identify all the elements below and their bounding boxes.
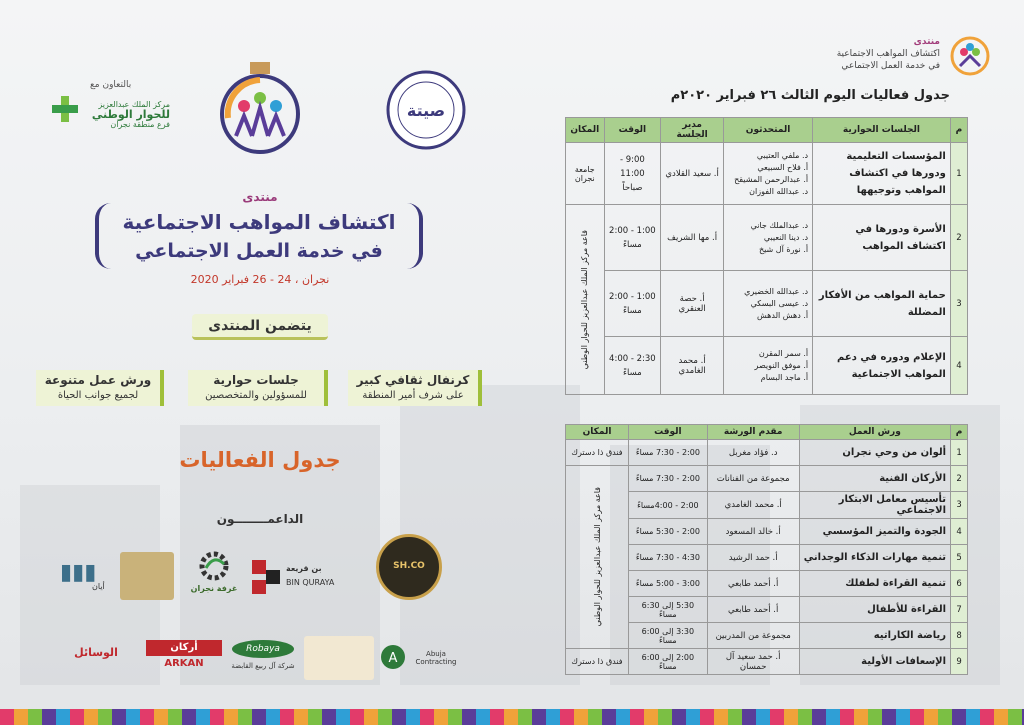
workshop-presenter: أ. أحمد طابعي bbox=[707, 597, 799, 623]
events-title: جدول الفعاليات bbox=[179, 448, 341, 472]
session-time bbox=[604, 205, 661, 271]
session-topic: الأسرة ودورها في اكتشاف المواهب bbox=[813, 205, 951, 271]
row-num: 1 bbox=[951, 440, 968, 466]
session-time bbox=[604, 143, 661, 205]
session-place-merged bbox=[566, 205, 605, 395]
workshop-name: رياضة الكاراتيه bbox=[799, 623, 950, 649]
sessions-title: جدول فعاليات اليوم الثالث ٢٦ فبراير ٢٠٢٠م bbox=[670, 88, 950, 103]
session-speakers bbox=[724, 205, 813, 271]
abuja-text: Abuja Contracting bbox=[415, 650, 457, 666]
workshop-presenter: أ. حمد سعيد آل حمسان bbox=[707, 649, 799, 675]
session-place: جامعة نجران bbox=[566, 143, 605, 205]
workshops-table bbox=[565, 424, 968, 675]
workshop-presenter: د. فؤاد مغربل bbox=[707, 440, 799, 466]
row-num: 2 bbox=[951, 466, 968, 492]
table-row bbox=[566, 466, 968, 492]
workshops-header-row bbox=[566, 425, 968, 440]
workshop-time: 2:00 - 5:30 مساءً bbox=[629, 519, 708, 545]
header-sessions: الجلسات الحوارية bbox=[813, 118, 951, 143]
workshop-time: 2:00 - 7:30 مساءً bbox=[629, 440, 708, 466]
session-moderator: أ. مها الشريف bbox=[661, 205, 724, 271]
row-num: 4 bbox=[951, 519, 968, 545]
small-logo-line3: في خدمة العمل الاجتماعي bbox=[841, 61, 940, 71]
workshop-presenter: مجموعة من الفنانات bbox=[707, 466, 799, 492]
workshop-name: تأسيس معامل الابتكار الاجتماعي bbox=[799, 492, 950, 519]
coop-name-line1: مركز الملك عبدالعزيز bbox=[98, 100, 170, 109]
gear-icon bbox=[196, 550, 232, 582]
feature-title: ورش عمل متنوعة bbox=[44, 373, 152, 387]
workshop-name: الجودة والتميز المؤسسي bbox=[799, 519, 950, 545]
row-num: 9 bbox=[951, 649, 968, 675]
dialogue-center-name bbox=[80, 100, 170, 130]
forum-title-box bbox=[95, 203, 423, 269]
forum-main-logo bbox=[214, 58, 306, 158]
row-num: 5 bbox=[951, 545, 968, 571]
time-text: 1:00 - 2:00 مساءً bbox=[609, 291, 656, 316]
workshop-name: تنمية القراءة لطفلك bbox=[799, 571, 950, 597]
table-row bbox=[566, 440, 968, 466]
robaya-ar: شركة آل ربيع القابضة bbox=[231, 662, 295, 670]
robaya-logo bbox=[228, 640, 298, 680]
row-num: 8 bbox=[951, 623, 968, 649]
session-topic: حماية المواهب من الأفكار المضللة bbox=[813, 271, 951, 337]
header-workshops: ورش العمل bbox=[799, 425, 950, 440]
header-num: م bbox=[950, 118, 967, 143]
najran-chamber-text: غرفة نجران bbox=[190, 584, 238, 593]
forum-title-line1: اكتشاف المواهب الاجتماعية bbox=[122, 210, 396, 234]
time-text: 9:00 - 11:00 صباحاً bbox=[619, 154, 645, 193]
workshop-time: 3:00 - 5:00 مساءً bbox=[629, 571, 708, 597]
workshop-presenter: مجموعة من المدربين bbox=[707, 623, 799, 649]
workshop-time: 2:00 - 7:30 مساءً bbox=[629, 466, 708, 492]
speakers-text: د. ملفي العتيبي أ. فلاح السبيعي أ. عبدالرحمن المشيقح د. عبدالله الفوزان bbox=[734, 150, 809, 196]
workshop-place: فندق ذا دسترك bbox=[566, 649, 629, 675]
ayan-mark: ▮▮▮ bbox=[60, 560, 97, 585]
ayan-text: أيان bbox=[92, 582, 105, 591]
coop-name-line2: للحوار الوطني bbox=[91, 108, 170, 121]
workshop-place: فندق ذا دسترك bbox=[566, 440, 629, 466]
row-num: 3 bbox=[951, 492, 968, 519]
small-logo-line1: منتدى bbox=[913, 37, 940, 47]
time-text: 2:30 - 4:00 مساءً bbox=[609, 353, 656, 378]
sessions-header-row bbox=[566, 118, 968, 143]
shco-text: SH.CO bbox=[393, 561, 425, 571]
workshop-name: ألوان من وحي نجران bbox=[799, 440, 950, 466]
session-time bbox=[604, 337, 661, 395]
seita-seal-logo bbox=[386, 70, 466, 150]
cooperation-label: بالتعاون مع bbox=[90, 80, 132, 90]
coop-name-line3: فرع منطقة نجران bbox=[110, 120, 170, 129]
session-moderator: أ. حصة العنقري bbox=[661, 271, 724, 337]
abuja-icon bbox=[380, 644, 406, 670]
bin-quraya-logo bbox=[252, 556, 342, 602]
includes-label: يتضمن المنتدى bbox=[192, 314, 328, 340]
workshop-presenter: أ. خالد المسعود bbox=[707, 519, 799, 545]
workshop-presenter: أ. محمد الغامدي bbox=[707, 492, 799, 519]
small-logo-line2: اكتشاف المواهب الاجتماعية bbox=[836, 49, 940, 59]
arkan-en: ARKAN bbox=[164, 658, 204, 669]
row-num: 3 bbox=[950, 271, 967, 337]
time-text: 1:00 - 2:00 مساءً bbox=[609, 225, 656, 250]
workshop-time: 3:30 إلى 6:00 مساءً bbox=[629, 623, 708, 649]
table-row bbox=[566, 337, 968, 395]
workshop-place-merged bbox=[566, 466, 629, 649]
header-place: المكان bbox=[566, 118, 605, 143]
speakers-text: أ. سمر المقرن أ. موفق النويصر أ. ماجد البسام bbox=[754, 348, 809, 382]
alwasail-logo bbox=[54, 640, 138, 676]
session-speakers bbox=[724, 271, 813, 337]
forum-title-line2: في خدمة العمل الاجتماعي bbox=[135, 240, 383, 262]
bin-quraya-icon bbox=[252, 560, 282, 594]
table-row bbox=[566, 143, 968, 205]
forum-logo-small bbox=[948, 32, 992, 76]
dialogue-center-plus-icon bbox=[52, 96, 78, 122]
session-moderator: أ. سعيد القلادي bbox=[661, 143, 724, 205]
forum-dates: نجران ، 24 - 26 فبراير 2020 bbox=[190, 273, 330, 286]
feature-workshops bbox=[36, 370, 164, 406]
row-num: 4 bbox=[950, 337, 967, 395]
session-moderator: أ. محمد الغامدي bbox=[661, 337, 724, 395]
al-hamoud-logo bbox=[120, 552, 174, 600]
robaya-en: Robaya bbox=[232, 640, 294, 658]
merged-place-text: قاعة مركز الملك عبدالعزيز للحوار الوطني bbox=[580, 229, 590, 370]
shco-logo bbox=[376, 534, 442, 600]
bin-quraya-en: BIN QURAYA bbox=[286, 578, 335, 587]
sessions-table bbox=[565, 117, 968, 395]
workshop-presenter: أ. حمد الرشيد bbox=[707, 545, 799, 571]
feature-subtitle: على شرف أمير المنطقة bbox=[362, 390, 464, 401]
header-place: المكان bbox=[566, 425, 629, 440]
workshop-time: 2:00 - 4:00مساءً bbox=[629, 492, 708, 519]
feature-title: جلسات حوارية bbox=[213, 373, 299, 387]
svg-text:A: A bbox=[388, 651, 398, 666]
session-speakers bbox=[724, 143, 813, 205]
arkan-logo bbox=[146, 640, 222, 676]
seal-text: صيتة bbox=[406, 101, 446, 120]
alwasail-text: الوسائل bbox=[74, 646, 118, 659]
header-presenter: مقدم الورشة bbox=[707, 425, 799, 440]
najran-chamber-logo bbox=[184, 550, 244, 602]
header-speakers: المتحدثون bbox=[724, 118, 813, 143]
arkan-ar: أركان bbox=[146, 640, 222, 656]
header-time: الوقت bbox=[604, 118, 661, 143]
row-num: 2 bbox=[950, 205, 967, 271]
merged-place-text: قاعة مركز الملك عبدالعزيز للحوار الوطني bbox=[592, 487, 602, 627]
table-row bbox=[566, 271, 968, 337]
feature-carnival bbox=[348, 370, 482, 406]
abuja-logo bbox=[380, 640, 464, 676]
row-num: 7 bbox=[951, 597, 968, 623]
bin-quraya-ar: بن قريعة bbox=[286, 564, 322, 573]
workshop-time: 4:30 - 7:30 مساءً bbox=[629, 545, 708, 571]
forum-name-small bbox=[800, 36, 940, 72]
workshop-name: الأركان الفنية bbox=[799, 466, 950, 492]
session-time bbox=[604, 271, 661, 337]
speakers-text: د. عبدالملك جاني د. دينا النعيبي أ. نورة آل شيخ bbox=[750, 220, 809, 254]
ayan-logo bbox=[60, 560, 110, 600]
row-num: 6 bbox=[951, 571, 968, 597]
feature-sessions bbox=[188, 370, 328, 406]
feature-title: كرنفال ثقافي كبير bbox=[356, 373, 470, 387]
decorative-bottom-strip bbox=[0, 709, 1024, 725]
forum-label: منتدى bbox=[242, 190, 278, 204]
table-row bbox=[566, 205, 968, 271]
workshop-presenter: أ. أحمد طابعي bbox=[707, 571, 799, 597]
row-num: 1 bbox=[950, 143, 967, 205]
session-topic: الإعلام ودوره في دعم المواهب الاجتماعية bbox=[813, 337, 951, 395]
speakers-text: د. عبدالله الخضيري د. عيسى البسكي أ. دهش الدهش bbox=[744, 286, 809, 320]
workshop-time: 2:00 إلى 6:00 مساءً bbox=[629, 649, 708, 675]
feature-subtitle: للمسؤولين والمتخصصين bbox=[205, 390, 307, 401]
hamad-logo bbox=[304, 636, 374, 680]
session-topic: المؤسسات التعليمية ودورها في اكتشاف المواهب وتوجيهها bbox=[813, 143, 951, 205]
sponsors-title: الداعمــــــــون bbox=[216, 512, 304, 526]
table-row bbox=[566, 649, 968, 675]
header-time: الوقت bbox=[629, 425, 708, 440]
header-moderator: مدير الجلسة bbox=[661, 118, 724, 143]
session-speakers bbox=[724, 337, 813, 395]
header-num: م bbox=[951, 425, 968, 440]
workshop-name: الإسعافات الأولية bbox=[799, 649, 950, 675]
feature-subtitle: لجميع جوانب الحياة bbox=[57, 390, 139, 401]
workshop-name: القراءة للأطفال bbox=[799, 597, 950, 623]
workshop-name: تنمية مهارات الذكاء الوجداني bbox=[799, 545, 950, 571]
workshop-time: 5:30 إلى 6:30 مساءً bbox=[629, 597, 708, 623]
